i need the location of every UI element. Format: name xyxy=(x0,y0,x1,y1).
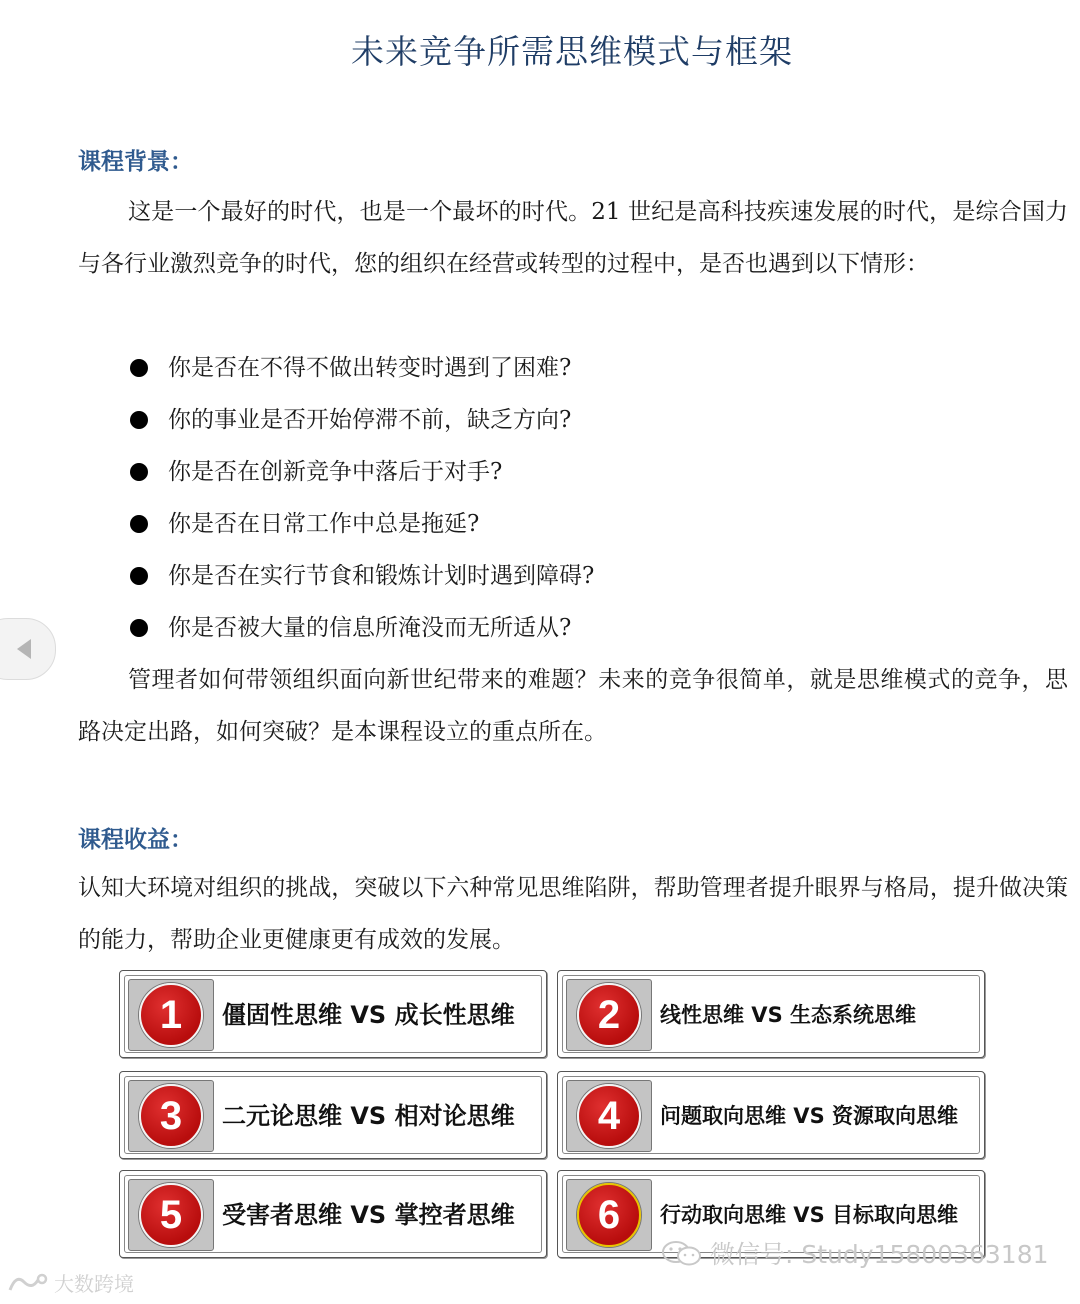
number-circle: 2 xyxy=(577,983,641,1047)
mode-card-label: 二元论思维 VS 相对论思维 xyxy=(222,1102,515,1130)
benefits-intro: 认知大环境对组织的挑战，突破以下六种常见思维陷阱，帮助管理者提升眼界与格局，提升做决策的能力，帮助企业更健康更有成效的发展。 xyxy=(78,875,1068,953)
list-item-text: 你是否在不得不做出转变时遇到了困难? xyxy=(168,355,572,381)
bullet-dot-icon xyxy=(130,463,148,481)
mode-card-label: 行动取向思维 VS 目标取向思维 xyxy=(660,1203,958,1227)
mode-card-1 xyxy=(119,970,547,1058)
benefits-heading: 课程收益： xyxy=(78,826,193,853)
list-item-text: 你是否在创新竞争中落后于对手? xyxy=(168,459,503,485)
wechat-icon xyxy=(660,1239,704,1267)
bullet-dot-icon xyxy=(130,411,148,429)
list-item-text: 你是否在日常工作中总是拖延? xyxy=(168,511,480,537)
brand-logo-icon xyxy=(6,1270,50,1296)
bullet-dot-icon xyxy=(130,619,148,637)
mode-card-label: 问题取向思维 VS 资源取向思维 xyxy=(660,1104,958,1128)
mode-card-3 xyxy=(119,1071,547,1159)
mode-card-label: 受害者思维 VS 掌控者思维 xyxy=(222,1201,515,1229)
number-badge xyxy=(566,1179,652,1251)
question-list xyxy=(130,342,594,654)
background-intro: 这是一个最好的时代，也是一个最坏的时代。21 世纪是高科技疾速发展的时代，是综合国力与各行业激烈竞争的时代，您的组织在经营或转型的过程中，是否也遇到以下情形： xyxy=(78,199,1068,277)
brand-logo-text: 大数跨境 xyxy=(54,1272,134,1296)
number-circle: 3 xyxy=(139,1084,203,1148)
watermark-text: 微信号: Study15800363181 xyxy=(710,1240,1049,1269)
mode-card-4 xyxy=(557,1071,985,1159)
number-circle: 1 xyxy=(139,983,203,1047)
number-circle: 6 xyxy=(577,1183,641,1247)
list-item xyxy=(130,446,594,498)
mode-card-label: 僵固性思维 VS 成长性思维 xyxy=(222,1001,515,1029)
number-circle: 4 xyxy=(577,1084,641,1148)
page-title: 未来竞争所需思维模式与框架 xyxy=(351,32,793,71)
number-badge xyxy=(128,1179,214,1251)
number-circle: 5 xyxy=(139,1183,203,1247)
wechat-watermark xyxy=(660,1235,1049,1271)
bullet-dot-icon xyxy=(130,359,148,377)
number-badge xyxy=(566,1080,652,1152)
thinking-modes-grid xyxy=(119,970,997,1262)
number-badge xyxy=(566,979,652,1051)
mode-card-5 xyxy=(119,1170,547,1258)
list-item xyxy=(130,342,594,394)
number-badge xyxy=(128,979,214,1051)
number-badge xyxy=(128,1080,214,1152)
list-item xyxy=(130,394,594,446)
brand-logo xyxy=(6,1268,134,1297)
background-heading: 课程背景： xyxy=(78,148,193,175)
bullet-dot-icon xyxy=(130,567,148,585)
mode-card-2 xyxy=(557,970,985,1058)
mode-card-label: 线性思维 VS 生态系统思维 xyxy=(660,1003,916,1027)
list-item-text: 你是否被大量的信息所淹没而无所适从? xyxy=(168,615,572,641)
left-arrow-icon[interactable] xyxy=(0,618,56,680)
list-item xyxy=(130,550,594,602)
list-item xyxy=(130,498,594,550)
background-closing: 管理者如何带领组织面向新世纪带来的难题？未来的竞争很简单，就是思维模式的竞争，思路决定出路，如何突破？是本课程设立的重点所在。 xyxy=(78,667,1068,745)
list-item-text: 你是否在实行节食和锻炼计划时遇到障碍? xyxy=(168,563,595,589)
list-item-text: 你的事业是否开始停滞不前，缺乏方向? xyxy=(168,407,572,433)
bullet-dot-icon xyxy=(130,515,148,533)
list-item xyxy=(130,602,594,654)
